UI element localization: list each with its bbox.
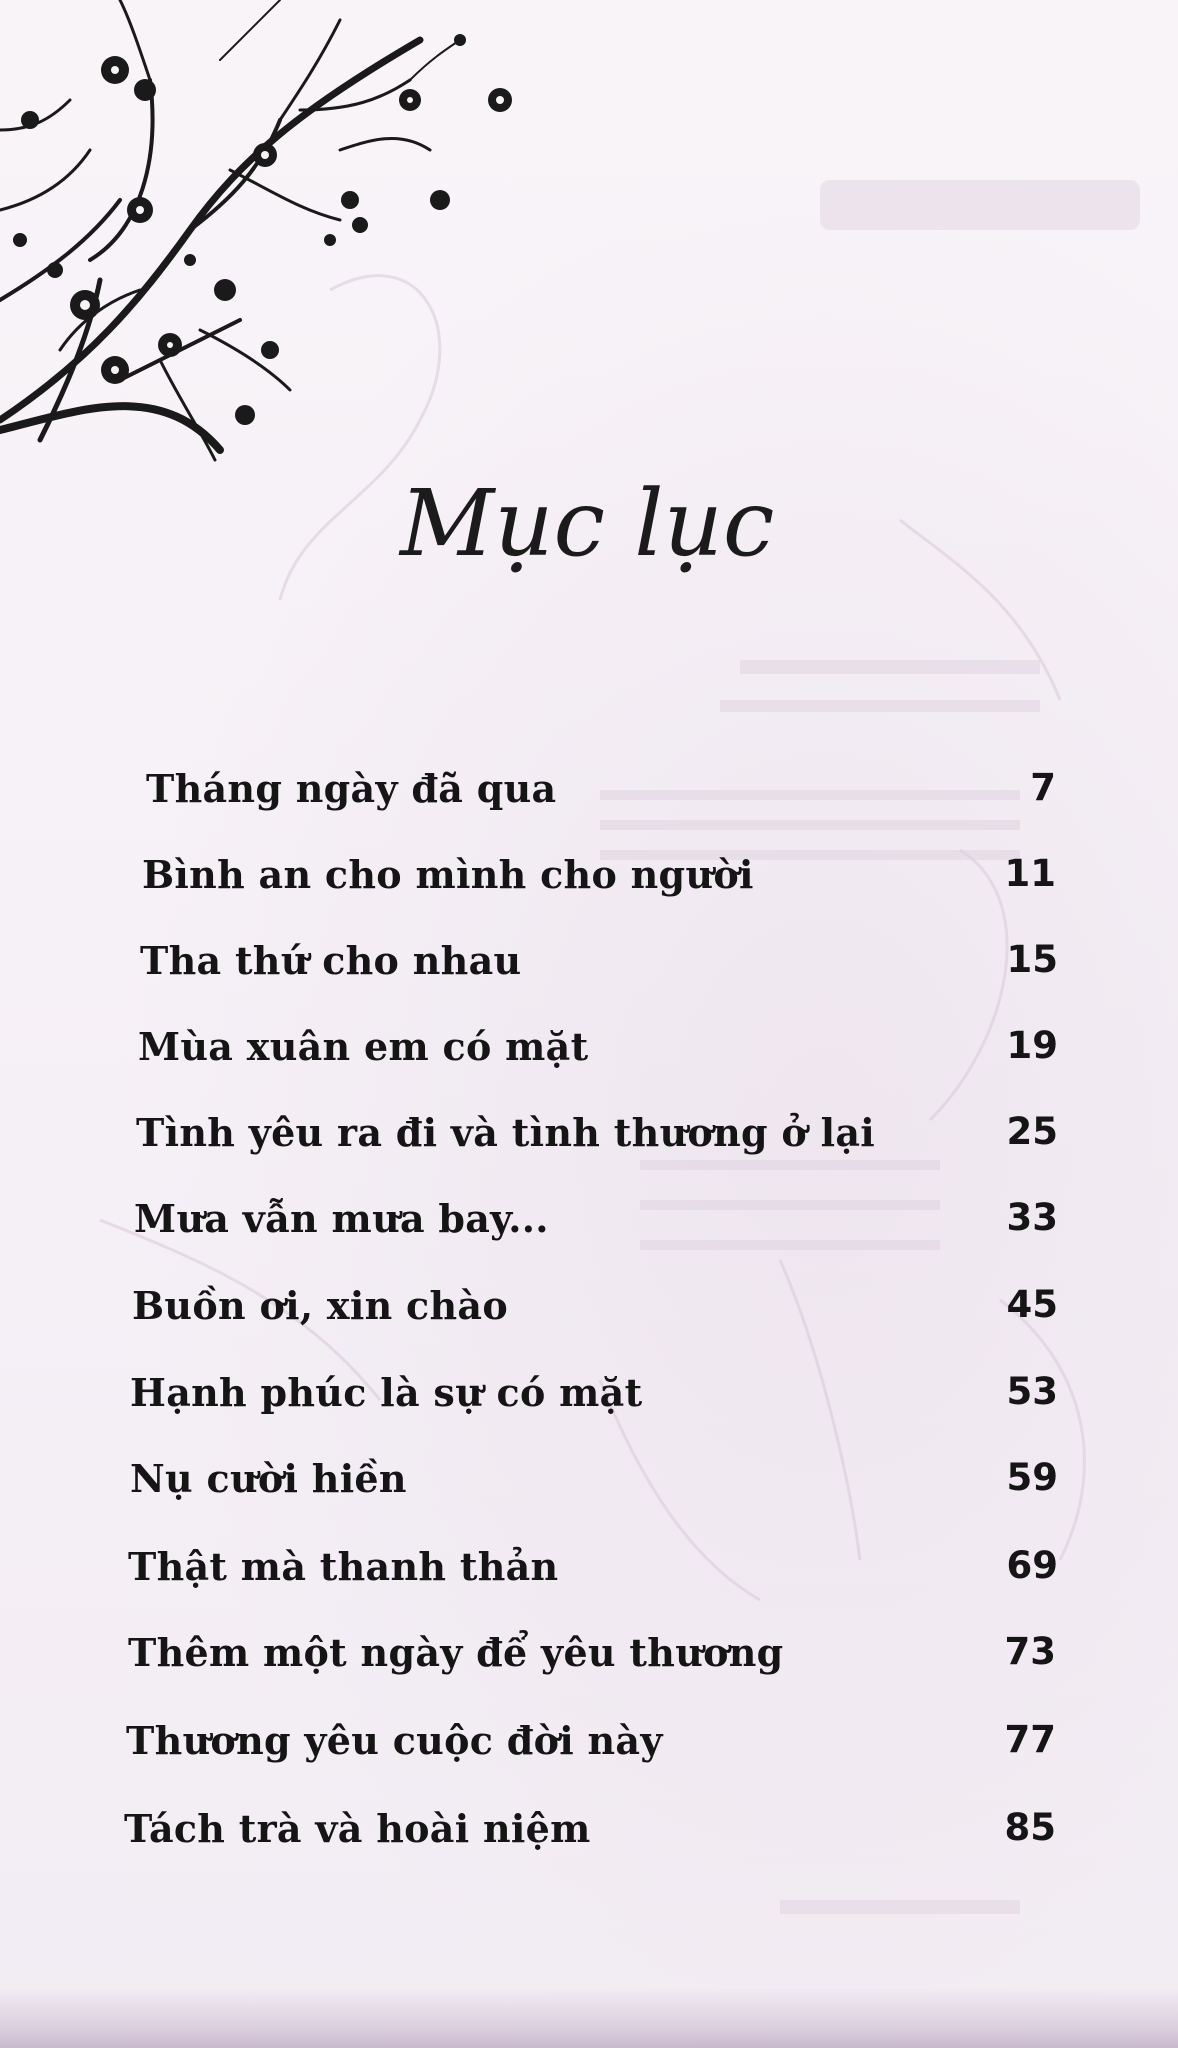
toc-entry[interactable] bbox=[124, 1806, 1056, 1866]
toc-entry[interactable] bbox=[142, 852, 1056, 912]
toc-entry[interactable] bbox=[136, 1110, 1058, 1170]
toc-entry-page: 59 bbox=[1006, 1456, 1058, 1499]
toc-entry[interactable] bbox=[128, 1544, 1058, 1604]
toc-entry-page: 53 bbox=[1006, 1370, 1058, 1413]
toc-entry-title: Thật mà thanh thản bbox=[128, 1544, 559, 1589]
toc-entry-title: Tách trà và hoài niệm bbox=[124, 1806, 591, 1851]
toc-entry-page: 45 bbox=[1006, 1283, 1058, 1326]
toc-entry[interactable] bbox=[140, 938, 1058, 998]
toc-heading-text: Mục lục bbox=[400, 470, 775, 577]
toc-entry-title: Tha thứ cho nhau bbox=[140, 938, 522, 983]
toc-entry-title: Thêm một ngày để yêu thương bbox=[128, 1630, 784, 1675]
toc-entry-title: Mưa vẫn mưa bay... bbox=[134, 1196, 549, 1241]
toc-entry-title: Mùa xuân em có mặt bbox=[138, 1024, 589, 1069]
toc-entry-page: 77 bbox=[1004, 1718, 1056, 1761]
toc-entry-page: 85 bbox=[1004, 1806, 1056, 1849]
toc-entry-title: Tháng ngày đã qua bbox=[146, 766, 557, 811]
toc-entry-title: Hạnh phúc là sự có mặt bbox=[130, 1370, 643, 1415]
toc-entry[interactable] bbox=[130, 1456, 1058, 1516]
toc-entry-title: Nụ cười hiền bbox=[130, 1456, 407, 1501]
toc-entry-page: 15 bbox=[1006, 938, 1058, 981]
toc-entry-title: Buồn ơi, xin chào bbox=[132, 1283, 508, 1328]
toc-entry-page: 11 bbox=[1004, 852, 1056, 895]
toc-entry[interactable] bbox=[130, 1370, 1058, 1430]
toc-entry-page: 19 bbox=[1006, 1024, 1058, 1067]
toc-entry-page: 7 bbox=[1030, 766, 1056, 809]
toc-entry[interactable] bbox=[132, 1283, 1058, 1343]
toc-entry-page: 25 bbox=[1006, 1110, 1058, 1153]
toc-entry[interactable] bbox=[126, 1718, 1056, 1778]
toc-entry-title: Bình an cho mình cho người bbox=[142, 852, 754, 897]
toc-entry[interactable] bbox=[134, 1196, 1058, 1256]
toc-entry-title: Thương yêu cuộc đời này bbox=[126, 1718, 663, 1763]
toc-entry-page: 73 bbox=[1004, 1630, 1056, 1673]
toc-entry-page: 69 bbox=[1006, 1544, 1058, 1587]
toc-entry[interactable] bbox=[138, 1024, 1058, 1084]
page-bottom-edge bbox=[0, 1988, 1178, 2048]
toc-entry[interactable] bbox=[128, 1630, 1056, 1690]
toc-entry-page: 33 bbox=[1006, 1196, 1058, 1239]
toc-entry[interactable] bbox=[146, 766, 1056, 826]
toc-entry-title: Tình yêu ra đi và tình thương ở lại bbox=[136, 1110, 875, 1155]
